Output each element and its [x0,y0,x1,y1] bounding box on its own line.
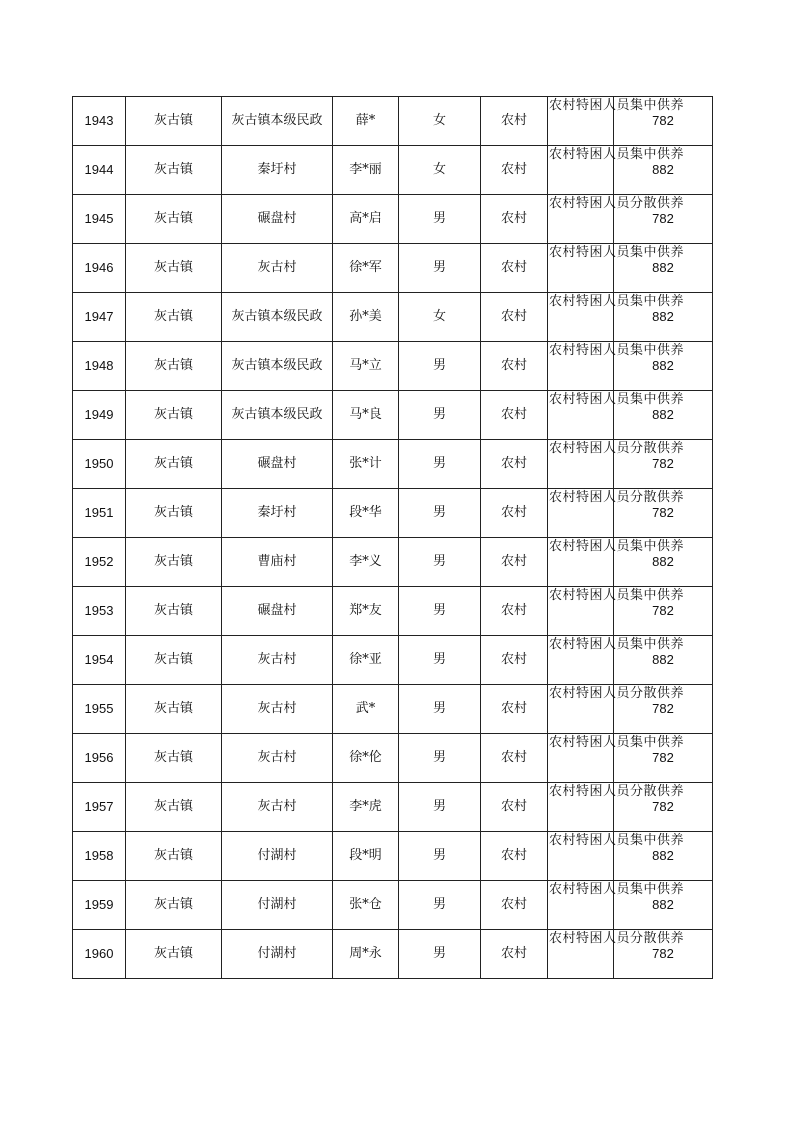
cell-type: 农村 [481,195,548,244]
category-text: 农村特困人员集中供养 [549,97,685,113]
cell-name: 段*明 [333,832,399,881]
category-text: 农村特困人员集中供养 [549,832,685,848]
category-text: 农村特困人员分散供养 [549,930,685,946]
cell-gender: 男 [399,685,481,734]
cell-type: 农村 [481,342,548,391]
cell-town: 灰古镇 [126,930,222,979]
cell-gender: 男 [399,636,481,685]
table-row [73,783,713,832]
table-row [73,538,713,587]
cell-amount: 782 [614,195,713,244]
cell-village: 碾盘村 [222,440,333,489]
cell-town: 灰古镇 [126,489,222,538]
cell-amount: 882 [614,342,713,391]
cell-gender: 男 [399,440,481,489]
cell-town: 灰古镇 [126,97,222,146]
category-text: 农村特困人员分散供养 [549,195,685,211]
table-row [73,881,713,930]
category-text: 农村特困人员分散供养 [549,489,685,505]
cell-town: 灰古镇 [126,440,222,489]
cell-village: 付湖村 [222,832,333,881]
cell-gender: 男 [399,489,481,538]
cell-gender: 女 [399,146,481,195]
cell-town: 灰古镇 [126,832,222,881]
cell-town: 灰古镇 [126,195,222,244]
category-text: 农村特困人员集中供养 [549,881,685,897]
cell-type: 农村 [481,832,548,881]
cell-village: 灰古镇本级民政 [222,342,333,391]
cell-amount: 882 [614,293,713,342]
table-row [73,244,713,293]
cell-village: 灰古村 [222,734,333,783]
cell-number: 1954 [73,636,126,685]
cell-gender: 男 [399,391,481,440]
cell-gender: 男 [399,832,481,881]
cell-type: 农村 [481,881,548,930]
table-row [73,391,713,440]
cell-type: 农村 [481,244,548,293]
cell-number: 1948 [73,342,126,391]
cell-town: 灰古镇 [126,342,222,391]
cell-name: 周*永 [333,930,399,979]
cell-village: 碾盘村 [222,195,333,244]
cell-type: 农村 [481,293,548,342]
cell-type: 农村 [481,440,548,489]
cell-name: 徐*亚 [333,636,399,685]
cell-town: 灰古镇 [126,587,222,636]
cell-amount: 782 [614,685,713,734]
cell-name: 郑*友 [333,587,399,636]
cell-type: 农村 [481,636,548,685]
cell-town: 灰古镇 [126,734,222,783]
cell-name: 高*启 [333,195,399,244]
cell-town: 灰古镇 [126,685,222,734]
category-text: 农村特困人员集中供养 [549,636,685,652]
cell-village: 灰古镇本级民政 [222,293,333,342]
cell-village: 灰古村 [222,636,333,685]
table-row [73,489,713,538]
cell-number: 1943 [73,97,126,146]
table-row [73,587,713,636]
cell-amount: 882 [614,538,713,587]
category-text: 农村特困人员集中供养 [549,293,685,309]
category-text: 农村特困人员集中供养 [549,146,685,162]
cell-gender: 男 [399,538,481,587]
category-text: 农村特困人员集中供养 [549,538,685,554]
cell-number: 1949 [73,391,126,440]
roster-table [72,96,713,979]
roster-body [73,97,713,979]
cell-amount: 782 [614,587,713,636]
cell-village: 秦圩村 [222,146,333,195]
cell-gender: 男 [399,244,481,293]
cell-town: 灰古镇 [126,538,222,587]
cell-number: 1947 [73,293,126,342]
cell-number: 1944 [73,146,126,195]
cell-gender: 女 [399,293,481,342]
cell-type: 农村 [481,734,548,783]
category-text: 农村特困人员集中供养 [549,734,685,750]
cell-amount: 782 [614,489,713,538]
category-text: 农村特困人员集中供养 [549,587,685,603]
cell-amount: 882 [614,636,713,685]
cell-type: 农村 [481,391,548,440]
cell-number: 1950 [73,440,126,489]
table-row [73,685,713,734]
cell-number: 1959 [73,881,126,930]
cell-name: 徐*伦 [333,734,399,783]
table-row [73,146,713,195]
cell-village: 灰古镇本级民政 [222,391,333,440]
cell-type: 农村 [481,587,548,636]
cell-type: 农村 [481,685,548,734]
table-row [73,734,713,783]
cell-amount: 782 [614,783,713,832]
cell-village: 灰古村 [222,244,333,293]
cell-gender: 男 [399,734,481,783]
cell-type: 农村 [481,146,548,195]
cell-town: 灰古镇 [126,293,222,342]
table-row [73,342,713,391]
cell-name: 张*计 [333,440,399,489]
cell-name: 马*良 [333,391,399,440]
cell-town: 灰古镇 [126,636,222,685]
cell-number: 1946 [73,244,126,293]
cell-town: 灰古镇 [126,783,222,832]
cell-village: 灰古镇本级民政 [222,97,333,146]
cell-name: 李*虎 [333,783,399,832]
cell-amount: 782 [614,440,713,489]
cell-gender: 男 [399,881,481,930]
cell-number: 1958 [73,832,126,881]
category-text: 农村特困人员分散供养 [549,440,685,456]
cell-type: 农村 [481,97,548,146]
table-row [73,636,713,685]
cell-type: 农村 [481,489,548,538]
cell-number: 1956 [73,734,126,783]
cell-amount: 882 [614,391,713,440]
cell-amount: 882 [614,881,713,930]
table-row [73,195,713,244]
cell-town: 灰古镇 [126,391,222,440]
table-row [73,97,713,146]
cell-gender: 男 [399,342,481,391]
cell-name: 武* [333,685,399,734]
cell-amount: 782 [614,97,713,146]
cell-number: 1953 [73,587,126,636]
category-text: 农村特困人员集中供养 [549,244,685,260]
category-text: 农村特困人员集中供养 [549,391,685,407]
cell-number: 1952 [73,538,126,587]
cell-amount: 782 [614,734,713,783]
table-row [73,930,713,979]
cell-number: 1960 [73,930,126,979]
cell-amount: 882 [614,146,713,195]
cell-town: 灰古镇 [126,244,222,293]
cell-name: 李*义 [333,538,399,587]
cell-amount: 882 [614,832,713,881]
cell-number: 1951 [73,489,126,538]
table-row [73,440,713,489]
cell-village: 灰古村 [222,783,333,832]
cell-village: 付湖村 [222,881,333,930]
cell-name: 李*丽 [333,146,399,195]
cell-name: 马*立 [333,342,399,391]
category-text: 农村特困人员集中供养 [549,342,685,358]
cell-number: 1957 [73,783,126,832]
cell-type: 农村 [481,538,548,587]
cell-village: 碾盘村 [222,587,333,636]
category-text: 农村特困人员分散供养 [549,685,685,701]
cell-name: 孙*美 [333,293,399,342]
cell-gender: 男 [399,783,481,832]
cell-name: 张*仓 [333,881,399,930]
cell-gender: 男 [399,195,481,244]
table-row [73,293,713,342]
cell-gender: 男 [399,930,481,979]
cell-village: 灰古村 [222,685,333,734]
cell-type: 农村 [481,783,548,832]
category-text: 农村特困人员分散供养 [549,783,685,799]
cell-village: 付湖村 [222,930,333,979]
cell-amount: 882 [614,244,713,293]
cell-type: 农村 [481,930,548,979]
cell-name: 薛* [333,97,399,146]
cell-number: 1945 [73,195,126,244]
cell-town: 灰古镇 [126,146,222,195]
cell-name: 段*华 [333,489,399,538]
cell-village: 曹庙村 [222,538,333,587]
cell-town: 灰古镇 [126,881,222,930]
cell-village: 秦圩村 [222,489,333,538]
cell-number: 1955 [73,685,126,734]
cell-name: 徐*军 [333,244,399,293]
table-row [73,832,713,881]
cell-gender: 女 [399,97,481,146]
cell-gender: 男 [399,587,481,636]
cell-amount: 782 [614,930,713,979]
